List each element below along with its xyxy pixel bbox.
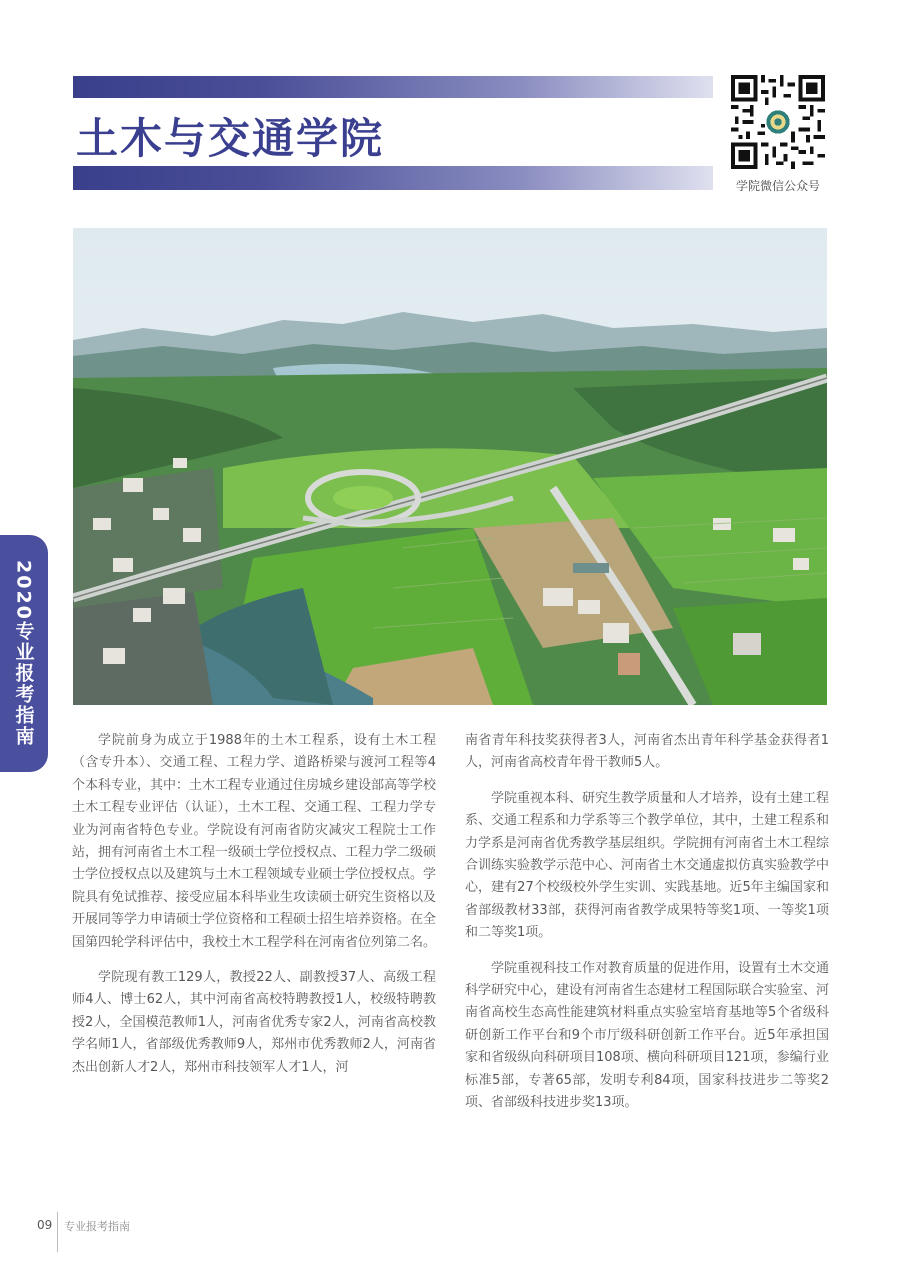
paragraph-teaching: 学院重视本科、研究生教学质量和人才培养，设有土建工程系、交通工程系和力学系等三个教学单位，其中，土建工程系和力学系是河南省优秀教学基层组织。学院拥有河南省土木工程综合训练实验教学示范中心、河南省土木交通虚拟仿真实验教学中心，建有27个校级校外学生实训、实践基地。近5年主编国家和省部级教材33部，获得河南省教学成果特等奖1项、一等奖1项和二等奖1项。 [465,790,830,941]
paragraph-faculty-continued: 南省青年科技奖获得者3人，河南省杰出青年科学基金获得者1人，河南省高校青年骨干教师5人。 [465,733,829,771]
footer-label: 专业报考指南 [64,1220,130,1233]
paragraph-research: 学院重视科技工作对教育质量的促进作用，设置有土木交通科学研究中心，建设有河南省生态建材工程国际联合实验室、河南省高校生态高性能建筑材料重点实验室培育基地等5个省级科研创新工作平台和9个市厅级科研创新工作平台。近5年承担国家和省级纵向科研项目108项、横向科研项目121项，参编行业标准5部，专著65部，发明专利84项，国家科技进步二等奖2项、省部级科技进步奖13项。 [465,960,830,1111]
body-column-left [72,730,436,1092]
side-tab [0,535,48,772]
page-number: 09 [37,1218,53,1232]
paragraph-history: 学院前身为成立于1988年的土木工程系，设有土木工程（含专升本）、交通工程、工程力学、道路桥梁与渡河工程等4个本科专业，其中：土木工程专业通过住房城乡建设部高等学校土木工程专业评估（认证），土木工程、交通工程、工程力学专业为河南省特色专业。学院设有河南省防灾减灾工程院士工作站，拥有河南省土木工程一级硕士学位授权点、工程力学二级硕士学位授权点以及建筑与土木工程领域专业硕士学位授权点。学院具有免试推荐、接受应届本科毕业生攻读硕士研究生资格以及开展同等学力申请硕士学位资格和工程硕士招生培养资格。在全国第四轮学科评估中，我校土木工程学科在河南省位列第二名。 [72,733,437,950]
side-tab-label: 2020专业报考指南 [12,560,35,747]
paragraph-faculty: 学院现有教工129人，教授22人、副教授37人、高级工程师4人、博士62人，其中河南省高校特聘教授1人，校级特聘教授2人，全国模范教师1人，河南省优秀专家2人，河南省高校教学名师1人，省部级优秀教师9人，郑州市优秀教师2人，河南省杰出创新人才2人，郑州市科技领军人才1人，河 [72,970,436,1075]
header-bar-top [73,76,713,98]
header-bar-bottom [73,166,713,190]
footer-divider [57,1212,58,1252]
qr-code-icon[interactable] [731,75,825,169]
qr-caption: 学院微信公众号 [735,179,820,193]
body-column-right [465,730,829,1128]
campus-aerial-photo [73,228,827,705]
page-title: 土木与交通学院 [76,114,385,163]
